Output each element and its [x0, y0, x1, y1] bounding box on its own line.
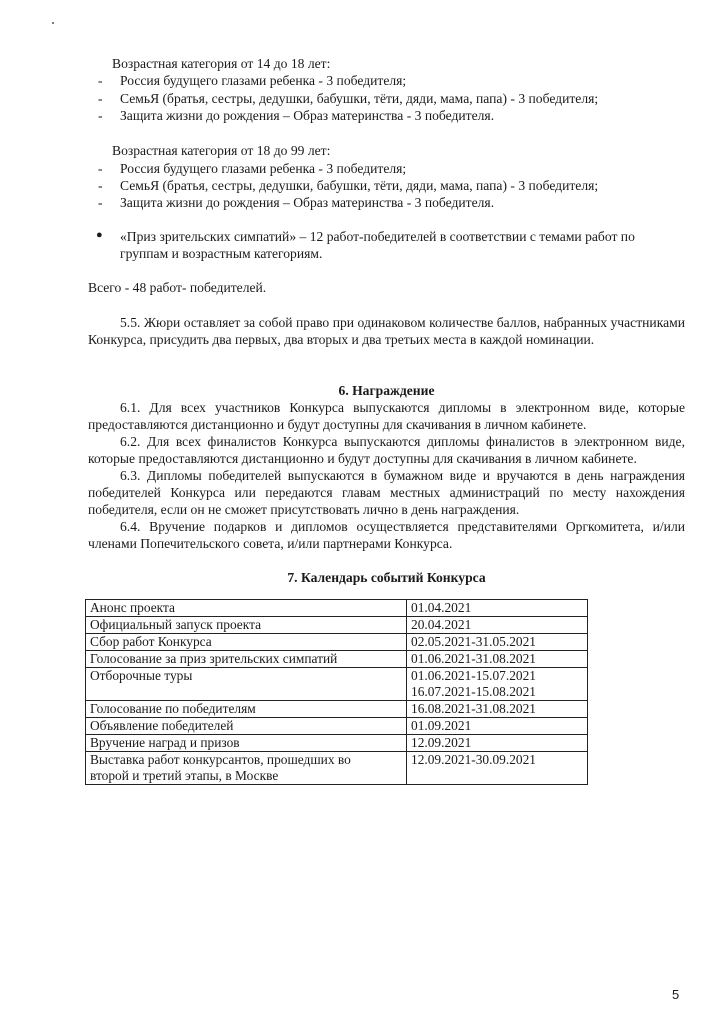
table-row: [86, 617, 588, 634]
event-cell: Сбор работ Конкурса: [86, 634, 407, 651]
paragraph-6-2: 6.2. Для всех финалистов Конкурса выпускаются дипломы финалистов в электронном виде, которые предоставляются дистанционно и будут доступны для скачивания в личном кабинете.: [88, 434, 685, 466]
dash-marker: -: [98, 91, 103, 106]
dash-marker: -: [98, 178, 103, 193]
date-cell: 02.05.2021-31.05.2021: [407, 634, 588, 651]
dash-marker: -: [98, 108, 103, 123]
list-item: Защита жизни до рождения – Образ материнства - 3 победителя.: [120, 108, 495, 123]
date-range-1: 01.06.2021-15.07.2021: [411, 668, 536, 683]
event-cell: Голосование за приз зрительских симпатий: [86, 651, 407, 668]
scan-speck: [52, 22, 54, 24]
date-cell: 01.09.2021: [407, 718, 588, 735]
event-cell: Отборочные туры: [86, 668, 407, 701]
dash-marker: -: [98, 161, 103, 176]
date-cell: 20.04.2021: [407, 617, 588, 634]
table-row: [86, 600, 588, 617]
table-row: [86, 735, 588, 752]
page-number: 5: [672, 987, 680, 1002]
date-cell: 01.06.2021-31.08.2021: [407, 651, 588, 668]
table-row: [86, 718, 588, 735]
section-6-heading: 6. Награждение: [338, 383, 435, 398]
age-category-title-2: Возрастная категория от 18 до 99 лет:: [112, 143, 331, 158]
paragraph-6-4: 6.4. Вручение подарков и дипломов осуществляется представителями Оргкомитета, и/или членами Попечительского совета, и/или партнерами Конкурса.: [88, 519, 685, 551]
date-cell: [407, 668, 588, 701]
dash-marker: -: [98, 73, 103, 88]
event-cell: Голосование по победителям: [86, 701, 407, 718]
section-7-heading: 7. Календарь событий Конкурса: [287, 570, 486, 585]
event-cell: Объявление победителей: [86, 718, 407, 735]
table-row: [86, 668, 588, 701]
paragraph-6-3: 6.3. Дипломы победителей выпускаются в бумажном виде и вручаются в день награждения победителей Конкурса или передаются главам местных администраций по месту нахождения победителя, если он не сможет присутствовать лично в день награждения.: [88, 468, 685, 517]
event-cell: [86, 752, 407, 785]
list-item: СемьЯ (братья, сестры, дедушки, бабушки, тёти, дяди, мама, папа) - 3 победителя;: [120, 91, 599, 106]
event-cell: Официальный запуск проекта: [86, 617, 407, 634]
paragraph-5-5: 5.5. Жюри оставляет за собой право при одинаковом количестве баллов, набранных участниками Конкурса, присудить два первых, два вторых и два третьих места в каждой номинации.: [88, 315, 685, 347]
age-category-title-1: Возрастная категория от 14 до 18 лет:: [112, 56, 331, 71]
date-range-2: 16.07.2021-15.08.2021: [411, 684, 536, 699]
list-item: Россия будущего глазами ребенка - 3 победителя;: [120, 161, 407, 176]
date-cell: 12.09.2021: [407, 735, 588, 752]
table-row: [86, 752, 588, 785]
list-item: Защита жизни до рождения – Образ материнства - 3 победителя.: [120, 195, 495, 210]
date-cell: 01.04.2021: [407, 600, 588, 617]
event-cell: Анонс проекта: [86, 600, 407, 617]
date-cell: 16.08.2021-31.08.2021: [407, 701, 588, 718]
date-cell: 12.09.2021-30.09.2021: [407, 752, 588, 785]
audience-prize-line-1: «Приз зрительских симпатий» – 12 работ-победителей в соответствии с темами работ по: [120, 229, 635, 244]
list-item: Россия будущего глазами ребенка - 3 победителя;: [120, 73, 407, 88]
table-row: [86, 701, 588, 718]
table-row: [86, 634, 588, 651]
event-line-2: второй и третий этапы, в Москве: [90, 768, 279, 783]
events-calendar-table: [85, 599, 588, 785]
bullet-icon: ●: [96, 229, 103, 241]
list-item: СемьЯ (братья, сестры, дедушки, бабушки, тёти, дяди, мама, папа) - 3 победителя;: [120, 178, 599, 193]
dash-marker: -: [98, 195, 103, 210]
event-cell: Вручение наград и призов: [86, 735, 407, 752]
event-line-1: Выставка работ конкурсантов, прошедших во: [90, 752, 351, 767]
table-row: [86, 651, 588, 668]
paragraph-6-1: 6.1. Для всех участников Конкурса выпускаются дипломы в электронном виде, которые предоставляются дистанционно и будут доступны для скачивания в личном кабинете.: [88, 400, 685, 432]
total-winners: Всего - 48 работ- победителей.: [88, 280, 267, 295]
audience-prize-line-2: группам и возрастным категориям.: [120, 246, 323, 261]
